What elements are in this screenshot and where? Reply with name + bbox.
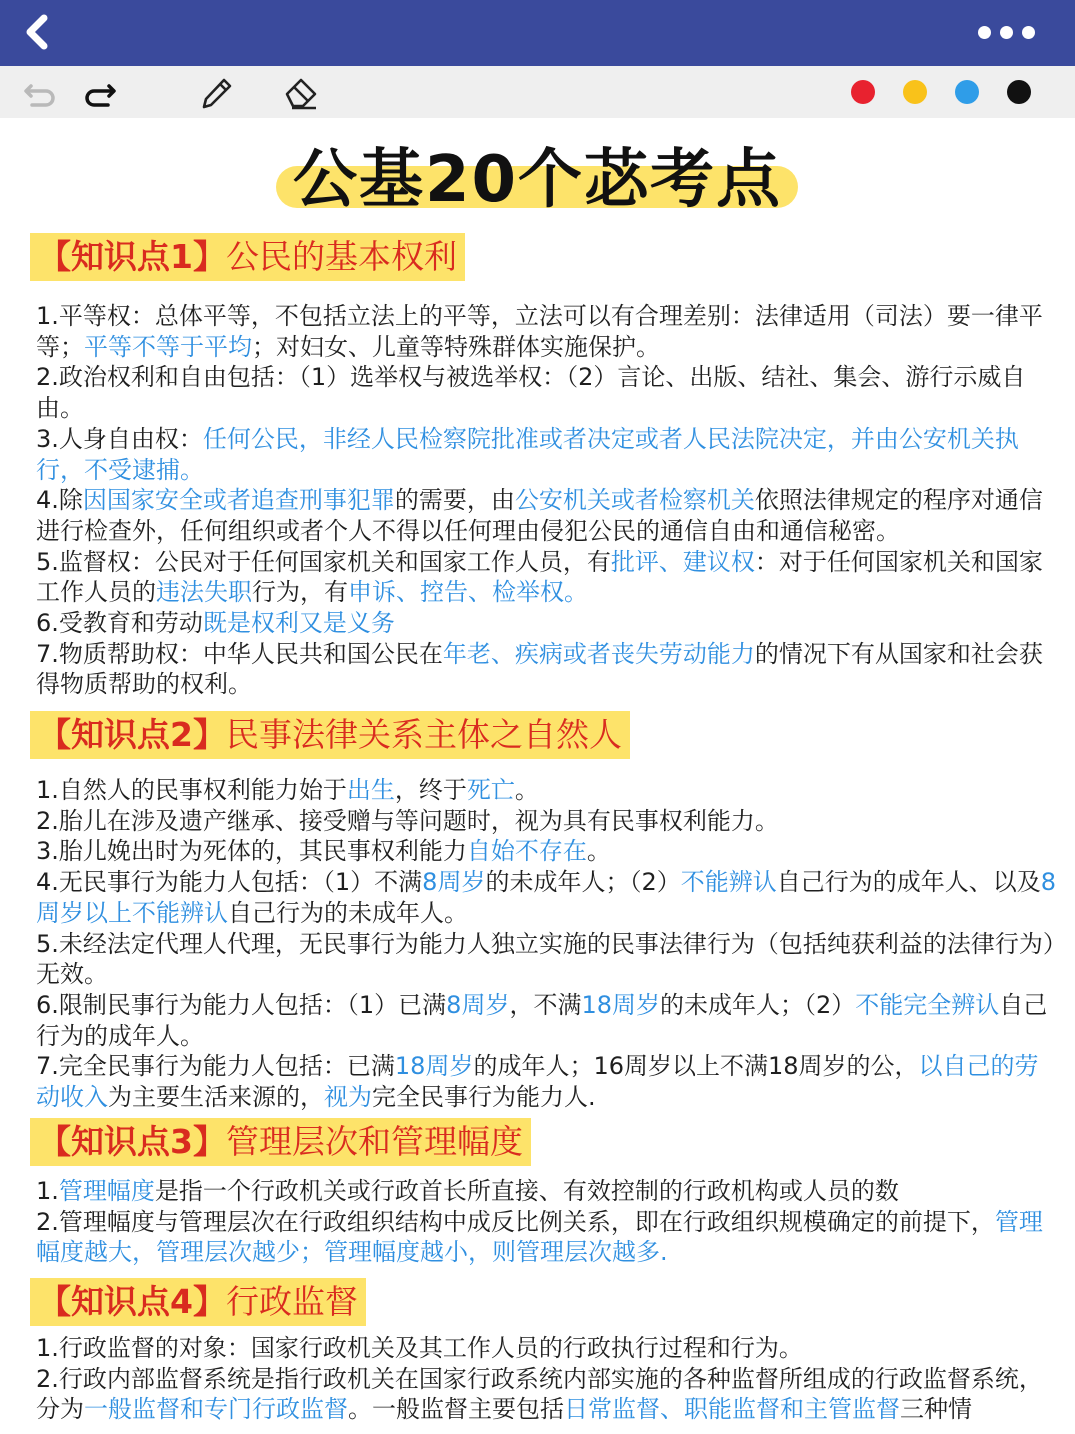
body-text: 1. — [36, 1177, 59, 1205]
color-swatch-red[interactable] — [851, 80, 875, 104]
list-item — [36, 424, 1056, 485]
section-label: 【知识点4】 — [38, 1282, 226, 1321]
color-swatch-yellow[interactable] — [903, 80, 927, 104]
body-text: 3.人身自由权： — [36, 424, 203, 453]
list-item — [36, 775, 1056, 806]
list-item — [36, 1176, 1056, 1207]
highlight-text: 批评、建议权 — [610, 547, 755, 576]
body-text: ；对妇女、儿童等特殊群体实施保护。 — [252, 332, 660, 361]
body-text: 2.管理幅度与管理层次在行政组织结构中成反比例关系，即在行政组织规模确定的前提下， — [36, 1207, 995, 1236]
list-item — [36, 1333, 1056, 1364]
highlight-text: 自始不存在 — [466, 837, 587, 866]
section-label: 【知识点2】 — [38, 715, 226, 754]
highlight-text: 18周岁 — [581, 990, 660, 1019]
highlight-text: 管理幅度 — [58, 1177, 155, 1205]
highlight-text: 死亡 — [466, 776, 515, 804]
section-label: 【知识点3】 — [38, 1122, 226, 1161]
highlight-text: 以自己的劳动收入 — [36, 1052, 1039, 1112]
body-text: ，终于 — [394, 776, 467, 804]
body-text: 3.胎儿娩出时为死体的，其民事权利能力 — [36, 837, 467, 866]
highlight-text: 申诉、控告、检举权。 — [348, 578, 588, 607]
highlight-text: 18周岁 — [394, 1052, 474, 1081]
pen-icon[interactable] — [197, 74, 235, 112]
section-title: 行政监督 — [225, 1282, 358, 1321]
page-title-block — [0, 118, 1075, 228]
highlight-text: 既是权利又是义务 — [202, 609, 395, 638]
body-text: 5.未经法定代理人代理，无民事行为能力人独立实施的民事法律行为（包括纯获利益的法律行为）无效。 — [36, 929, 1055, 989]
list-item — [36, 836, 1056, 867]
highlight-text: 管理幅度越大，管理层次越少；管理幅度越小，则管理层次越多. — [36, 1207, 1043, 1267]
body-text: 5.监督权：公民对于任何国家机关和国家工作人员，有 — [36, 547, 611, 576]
undo-icon[interactable] — [22, 74, 60, 112]
list-item — [36, 639, 1056, 700]
body-text: 。一般监督主要包括 — [348, 1395, 564, 1424]
body-text: 4.除 — [36, 486, 83, 515]
body-text: 三种情 — [900, 1395, 972, 1424]
redo-icon[interactable] — [80, 74, 118, 112]
body-text: 的成年人；16周岁以上不满18周岁的公， — [473, 1052, 919, 1081]
highlight-text: 8周岁以上不能辨认 — [36, 868, 1057, 927]
section-title: 管理层次和管理幅度 — [225, 1122, 523, 1161]
list-item — [36, 990, 1056, 1051]
highlight-text: 一般监督和专门行政监督 — [84, 1395, 348, 1424]
body-text: 完全民事行为能力人. — [372, 1083, 596, 1112]
list-item — [36, 547, 1056, 608]
body-text: 的需要，由 — [394, 486, 515, 515]
highlight-text: 8周岁 — [446, 990, 510, 1019]
section-1-content — [36, 301, 1056, 700]
body-text: 2.胎儿在涉及遗产继承、接受赠与等问题时，视为具有民事权利能力。 — [36, 806, 779, 835]
body-text: 2.政治权利和自由包括：（1）选举权与被选举权：（2）言论、出版、结社、集会、游行示威自由。 — [36, 363, 1026, 423]
list-item — [36, 867, 1056, 928]
list-item — [36, 362, 1056, 423]
body-text: 是指一个行政机关或行政首长所直接、有效控制的行政机构或人员的数 — [154, 1177, 899, 1205]
color-swatch-blue[interactable] — [955, 80, 979, 104]
list-item — [36, 1051, 1056, 1112]
color-swatch-black[interactable] — [1007, 80, 1031, 104]
body-text: 行为，有 — [252, 578, 348, 607]
highlight-text: 任何公民，非经人民检察院批准或者决定或者人民法院决定，并由公安机关执行，不受逮捕。 — [36, 424, 1019, 484]
body-text: 的未成年人；（2） — [485, 868, 681, 897]
section-title: 民事法律关系主体之自然人 — [225, 715, 622, 754]
section-3-content — [36, 1176, 1056, 1268]
highlight-text: 8周岁 — [422, 868, 486, 897]
body-text: 6.限制民事行为能力人包括：（1）已满 — [36, 990, 447, 1019]
body-text: 1.自然人的民事权利能力始于 — [36, 776, 347, 804]
list-item — [36, 301, 1056, 362]
eraser-icon[interactable] — [282, 74, 320, 112]
body-text: 。 — [586, 837, 611, 866]
body-text: 自己行为的成年人。 — [36, 990, 1048, 1050]
body-text: 6.受教育和劳动 — [36, 609, 203, 638]
body-text: 为主要生活来源的， — [108, 1083, 324, 1112]
highlight-text: 不能辨认 — [680, 868, 777, 897]
highlight-text: 日常监督、职能监督和主管监督 — [564, 1395, 900, 1424]
body-text: 7.完全民事行为能力人包括：已满 — [36, 1052, 395, 1081]
body-text: 自己行为的未成年人。 — [228, 898, 468, 927]
app-header — [0, 0, 1075, 66]
highlight-text: 平等不等于平均 — [84, 332, 252, 361]
body-text: 的未成年人；（2） — [660, 990, 856, 1019]
list-item — [36, 1364, 1056, 1425]
list-item — [36, 485, 1056, 546]
list-item — [36, 1207, 1056, 1268]
page-title: 公基20个苾考点 — [292, 143, 783, 217]
list-item — [36, 929, 1056, 990]
highlight-text: 出生 — [346, 776, 395, 804]
body-text: 4.无民事行为能力人包括：（1）不满 — [36, 868, 423, 897]
body-text: 的情况下有从国家和社会获得物质帮助的权利。 — [36, 639, 1043, 699]
body-text: 1.行政监督的对象：国家行政机关及其工作人员的行政执行过程和行为。 — [36, 1334, 803, 1362]
section-title: 公民的基本权利 — [225, 237, 457, 276]
body-text: 自己行为的成年人、以及 — [776, 868, 1041, 897]
highlight-text: 视为 — [324, 1083, 372, 1112]
section-label: 【知识点1】 — [38, 237, 226, 276]
chevron-left-icon[interactable] — [18, 12, 58, 52]
body-text: 依照法律规定的程序对通信进行检查外，任何组织或者个人不得以任何理由侵犯公民的通信自由和通信秘密。 — [36, 486, 1043, 545]
section-1-heading — [30, 233, 465, 281]
body-text: ：对于任何国家机关和国家工作人员的 — [36, 547, 1043, 607]
more-horizontal-icon[interactable] — [978, 26, 1035, 39]
body-text: 2.行政内部监督系统是指行政机关在国家行政系统内部实施的各种监督所组成的行政监督系统，分为 — [36, 1364, 1043, 1424]
highlight-text: 年老、疾病或者丧失劳动能力 — [442, 639, 755, 668]
section-4-heading — [30, 1278, 366, 1326]
body-text: 7.物质帮助权：中华人民共和国公民在 — [36, 639, 443, 668]
section-3-heading — [30, 1118, 531, 1166]
section-4-content — [36, 1333, 1056, 1425]
body-text: ，不满 — [509, 990, 582, 1019]
body-text: 1.平等权：总体平等，不包括立法上的平等，立法可以有合理差别：法律适用（司法）要一律平等； — [36, 302, 1043, 361]
list-item — [36, 608, 1056, 639]
list-item — [36, 806, 1056, 837]
highlight-text: 因国家安全或者追查刑事犯罪 — [82, 486, 395, 515]
highlight-text: 违法失职 — [156, 578, 252, 607]
highlight-text: 公安机关或者检察机关 — [514, 486, 755, 515]
section-2-heading — [30, 711, 630, 759]
body-text: 。 — [514, 776, 539, 804]
section-2-content — [36, 775, 1056, 1113]
highlight-text: 不能完全辨认 — [855, 990, 1000, 1019]
